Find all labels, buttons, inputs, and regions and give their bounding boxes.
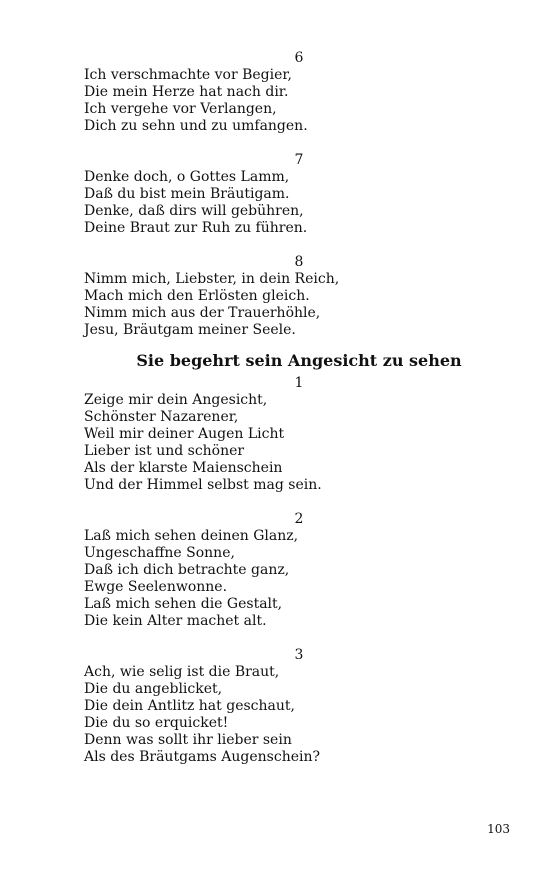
verse-line: Denke doch, o Gottes Lamm,: [84, 169, 290, 185]
stanza-number: 7: [294, 152, 304, 168]
verse-line: Weil mir deiner Augen Licht: [84, 426, 285, 442]
verse-line: Ewge Seelenwonne.: [84, 579, 228, 595]
stanza-gap: [84, 494, 509, 511]
verse-line: Daß ich dich betrachte ganz,: [84, 562, 290, 578]
verse-line: Ungeschaffne Sonne,: [84, 545, 235, 561]
stanza-1: [84, 375, 509, 494]
stanza-7: [84, 152, 509, 237]
stanza-gap: [84, 237, 509, 254]
stanza-3: [84, 647, 509, 766]
verse-line: Die du so erquicket!: [84, 715, 229, 731]
stanza-number: 2: [294, 511, 304, 527]
stanza-number: 8: [294, 254, 304, 270]
page-number: 103: [487, 822, 510, 836]
verse-line: Daß du bist mein Bräutigam.: [84, 186, 290, 202]
verse-line: Die kein Alter machet alt.: [84, 613, 267, 629]
verse-line: Denn was sollt ihr lieber sein: [84, 732, 292, 748]
verse-line: Mach mich den Erlösten gleich.: [84, 288, 310, 304]
verse-line: Dich zu sehn und zu umfangen.: [84, 118, 308, 134]
verse-line: Ich verschmachte vor Begier,: [84, 67, 292, 83]
poem-page: [84, 50, 509, 766]
stanza-8: [84, 254, 509, 339]
stanza-number: 1: [294, 375, 304, 391]
stanza-gap: [84, 630, 509, 647]
verse-line: Jesu, Bräutgam meiner Seele.: [84, 322, 296, 338]
verse-line: Die mein Herze hat nach dir.: [84, 84, 289, 100]
verse-line: Ach, wie selig ist die Braut,: [84, 664, 280, 680]
stanza-number: 6: [294, 50, 304, 66]
verse-line: Lieber ist und schöner: [84, 443, 245, 459]
verse-line: Schönster Nazarener,: [84, 409, 239, 425]
verse-line: Und der Himmel selbst mag sein.: [84, 477, 322, 493]
stanza-number: 3: [294, 647, 304, 663]
verse-line: Die du angeblicket,: [84, 681, 223, 697]
verse-line: Denke, daß dirs will gebühren,: [84, 203, 304, 219]
verse-line: Als der klarste Maienschein: [84, 460, 283, 476]
verse-line: Zeige mir dein Angesicht,: [84, 392, 268, 408]
verse-line: Ich vergehe vor Verlangen,: [84, 101, 277, 117]
stanza-gap: [84, 135, 509, 152]
verse-line: Als des Bräutgams Augenschein?: [84, 749, 321, 765]
verse-line: Deine Braut zur Ruh zu führen.: [84, 220, 308, 236]
stanza-6: [84, 50, 509, 135]
poem-title: Sie begehrt sein Angesicht zu sehen: [136, 351, 462, 370]
verse-line: Nimm mich aus der Trauerhöhle,: [84, 305, 321, 321]
verse-line: Laß mich sehen deinen Glanz,: [84, 528, 299, 544]
verse-line: Laß mich sehen die Gestalt,: [84, 596, 283, 612]
verse-line: Nimm mich, Liebster, in dein Reich,: [84, 271, 340, 287]
verse-line: Die dein Antlitz hat geschaut,: [84, 698, 295, 714]
stanza-2: [84, 511, 509, 630]
